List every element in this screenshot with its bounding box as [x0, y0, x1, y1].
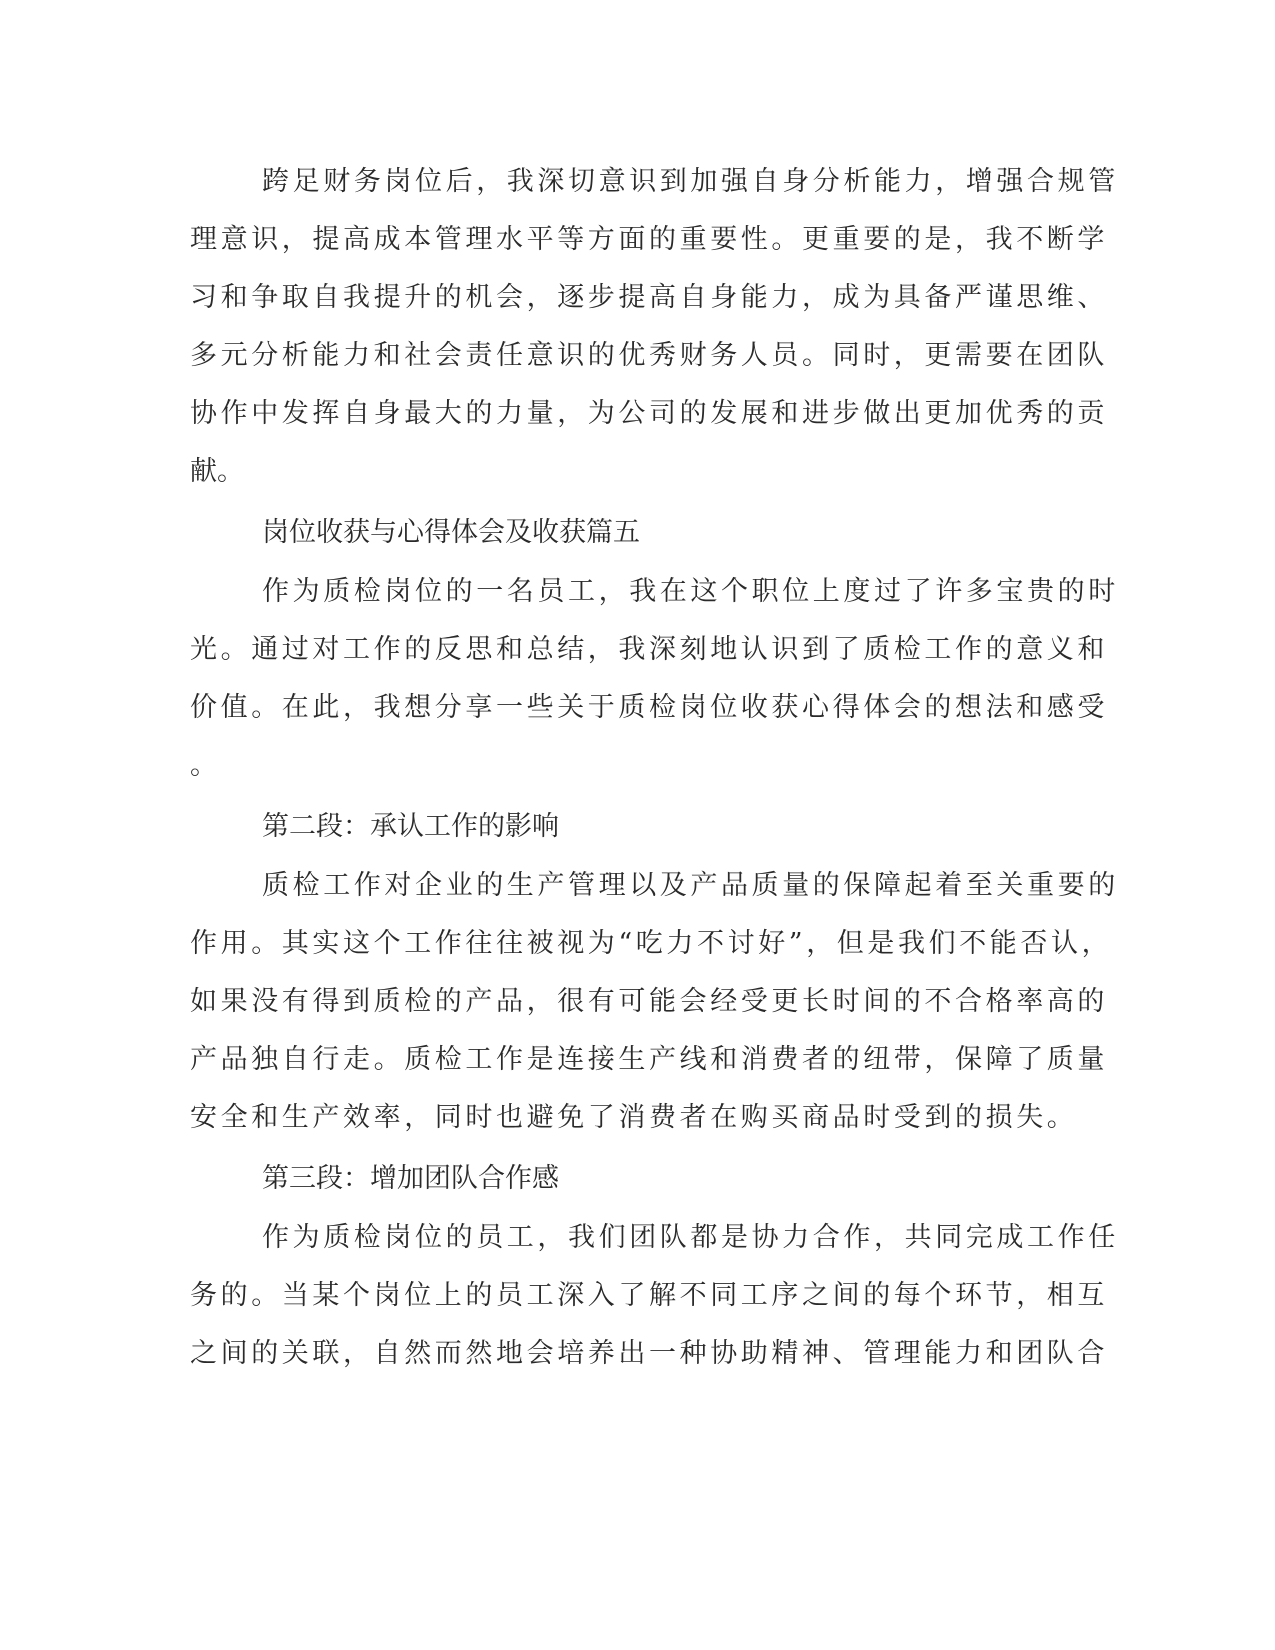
- paragraph-line: 。: [190, 750, 217, 781]
- paragraph-line: 质检工作对企业的生产管理以及产品质量的保障起着至关重要的: [262, 870, 1119, 901]
- paragraph-line: 习和争取自我提升的机会，逐步提高自身能力，成为具备严谨思维、: [190, 282, 1108, 313]
- paragraph-line: 多元分析能力和社会责任意识的优秀财务人员。同时，更需要在团队: [190, 340, 1108, 371]
- paragraph-line: 作为质检岗位的一名员工，我在这个职位上度过了许多宝贵的时: [262, 576, 1119, 607]
- paragraph-line: 作为质检岗位的员工，我们团队都是协力合作，共同完成工作任: [262, 1222, 1119, 1253]
- paragraph-line: 跨足财务岗位后，我深切意识到加强自身分析能力，增强合规管: [262, 166, 1119, 197]
- paragraph-line: 产品独自行走。质检工作是连接生产线和消费者的纽带，保障了质量: [190, 1044, 1108, 1075]
- section-heading: 岗位收获与心得体会及收获篇五: [262, 517, 640, 548]
- paragraph-line: 价值。在此，我想分享一些关于质检岗位收获心得体会的想法和感受: [190, 692, 1108, 723]
- paragraph-line: 务的。当某个岗位上的员工深入了解不同工序之间的每个环节，相互: [190, 1280, 1108, 1311]
- paragraph-line: 献。: [190, 456, 244, 487]
- paragraph-line: 光。通过对工作的反思和总结，我深刻地认识到了质检工作的意义和: [190, 634, 1108, 665]
- paragraph-line: 作用。其实这个工作往往被视为“吃力不讨好”，但是我们不能否认，: [190, 928, 1113, 959]
- section-heading: 第二段：承认工作的影响: [262, 811, 559, 842]
- paragraph-line: 如果没有得到质检的产品，很有可能会经受更长时间的不合格率高的: [190, 986, 1108, 1017]
- paragraph-line: 安全和生产效率，同时也避免了消费者在购买商品时受到的损失。: [190, 1102, 1078, 1133]
- paragraph-line: 协作中发挥自身最大的力量，为公司的发展和进步做出更加优秀的贡: [190, 398, 1108, 429]
- section-heading: 第三段：增加团队合作感: [262, 1163, 559, 1194]
- paragraph-line: 之间的关联，自然而然地会培养出一种协助精神、管理能力和团队合: [190, 1338, 1108, 1369]
- paragraph-line: 理意识，提高成本管理水平等方面的重要性。更重要的是，我不断学: [190, 224, 1108, 255]
